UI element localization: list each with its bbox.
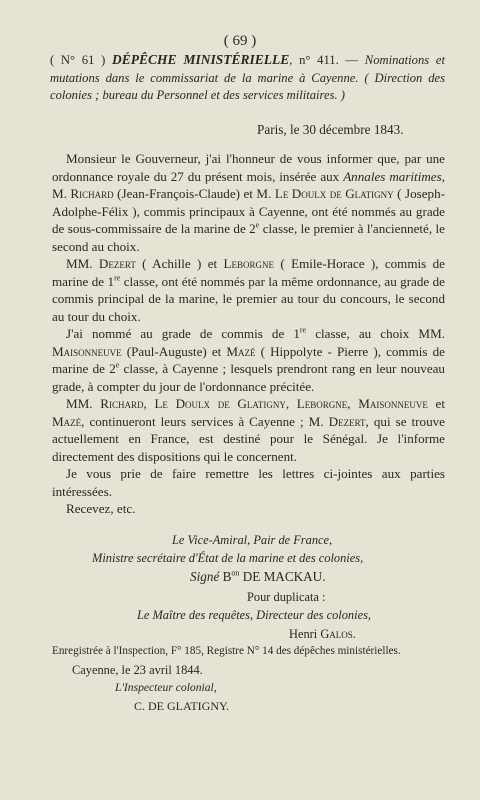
signature-title-2: Ministre secrétaire d'État de la marine et des colonies, [92, 551, 364, 565]
signature-signed: Signé $B^{on}$ DE MACKAU. [190, 568, 326, 584]
director-name: Henri Galos. [289, 627, 356, 641]
dateline: Paris, le 30 décembre 1843. [257, 122, 404, 137]
cayenne-date: Cayenne, le 23 avril 1844. [72, 663, 203, 677]
paragraph-5: Je vous prie de faire remettre les lettres ci-jointes aux parties intéressées. [52, 466, 445, 499]
paragraph-2: MM. Dezert ( Achille ) et Leborgne ( Emile-Horace ), commis de marine de 1re classe, ont été nommés par la même ordonnance, au grade de commis principal de la marine, le premier au tour du concours, le second au tour du choix. [52, 256, 445, 324]
dispatch-department: ( Direction des colonies ; bureau du Personnel et des services militaires. ) [50, 70, 445, 102]
director-title: Le Maître des requêtes, Directeur des colonies, [137, 608, 371, 622]
paragraph-1: Monsieur le Gouverneur, j'ai l'honneur de vous informer que, par une ordonnance royale du 27 du présent mois, insérée aux Annales maritimes, M. Richard (Jean-François-Claude) et M. Le Doulx de Glatigny ( Joseph-Adolphe-Félix ), commis principaux à Cayenne, ont été nommés au grade de sous-commissaire de la marine de 2e classe, le premier à l'ancienneté, le second au choix. [52, 151, 445, 254]
dispatch-number: ( N° 61 ) [50, 53, 112, 67]
duplicata-note: Pour duplicata : [247, 590, 326, 604]
dispatch-subject: Nominations et mutations dans le commissariat de la marine à Cayenne. [50, 53, 445, 85]
dispatch-header [50, 51, 445, 105]
dispatch-title: DÉPÊCHE MINISTÉRIELLE [112, 52, 290, 67]
page-number: ( 69 ) [223, 33, 257, 49]
paragraph-4: MM. Richard, Le Doulx de Glatigny, Leborgne, Maisonneuve et Mazé, continueront leurs services à Cayenne ; M. Dezert, qui se trouve actuellement en France, est destiné pour le Sénégal. Je l'informe directement des dispositions qui le concernent. [52, 396, 446, 464]
letter-body [52, 150, 445, 518]
registration-note: Enregistrée à l'Inspection, F° 185, Registre N° 14 des dépêches ministérielles. [52, 645, 401, 657]
signature-title-1: Le Vice-Amiral, Pair de France, [172, 533, 333, 547]
paragraph-3: J'ai nommé au grade de commis de 1re classe, au choix MM. Maisonneuve (Paul-Auguste) et Mazé ( Hippolyte - Pierre ), commis de marine de 2e classe, à Cayenne ; lesquels prendront rang en leur nouveau grade, à compter du jour de l'ordonnance précitée. [52, 325, 445, 394]
inspector-title: L'Inspecteur colonial, [115, 681, 217, 694]
paragraph-6: Recevez, etc. [66, 501, 136, 516]
inspector-name: C. DE GLATIGNY. [134, 699, 230, 713]
dispatch-ref: , n° 411. — [289, 53, 365, 67]
